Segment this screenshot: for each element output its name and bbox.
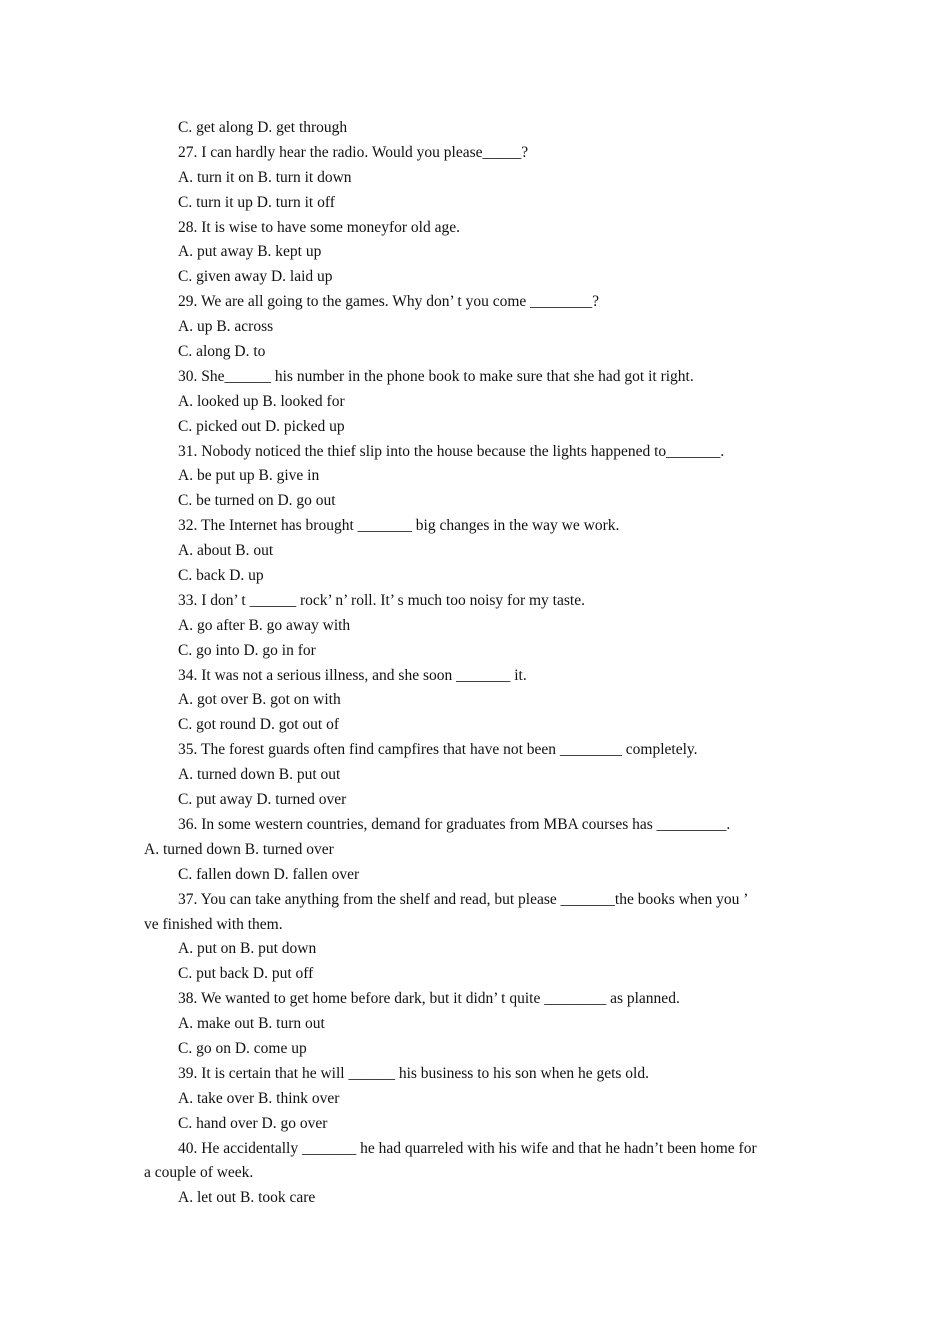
question-34: 34. It was not a serious illness, and she soon _______ it.	[178, 666, 527, 684]
option-line: A. turned down B. turned over	[144, 840, 334, 858]
question-28: 28. It is wise to have some moneyfor old age.	[178, 218, 460, 236]
option-line: A. got over B. got on with	[178, 691, 341, 709]
question-35: 35. The forest guards often find campfires that have not been ________ completely.	[178, 741, 698, 759]
option-line: A. put on B. put down	[178, 940, 317, 958]
question-30: 30. She______ his number in the phone book to make sure that she had got it right.	[178, 367, 694, 385]
option-line: C. turn it up D. turn it off	[178, 193, 335, 211]
question-40-continued: a couple of week.	[144, 1164, 254, 1182]
question-31: 31. Nobody noticed the thief slip into the house because the lights happened to_______.	[178, 442, 725, 460]
option-line: C. put away D. turned over	[178, 791, 347, 809]
option-line: A. be put up B. give in	[178, 467, 320, 485]
option-line: C. along D. to	[178, 343, 266, 361]
question-36: 36. In some western countries, demand for graduates from MBA courses has _________.	[178, 815, 731, 833]
option-line: C. picked out D. picked up	[178, 417, 345, 435]
option-line: A. put away B. kept up	[178, 243, 322, 261]
option-line: A. up B. across	[178, 318, 274, 336]
question-33: 33. I don’ t ______ rock’ n’ roll. It’ s much too noisy for my taste.	[178, 591, 585, 609]
option-line: C. get along D. get through	[178, 119, 348, 136]
option-line: C. fallen down D. fallen over	[178, 865, 360, 883]
option-line: C. go into D. go in for	[178, 641, 316, 659]
question-38: 38. We wanted to get home before dark, but it didn’ t quite ________ as planned.	[178, 990, 680, 1008]
option-line: A. turn it on B. turn it down	[178, 168, 352, 186]
option-line: C. be turned on D. go out	[178, 492, 336, 510]
question-29: 29. We are all going to the games. Why don’ t you come ________?	[178, 293, 600, 311]
option-line: C. go on D. come up	[178, 1039, 307, 1057]
question-40: 40. He accidentally _______ he had quarreled with his wife and that he hadn’t been home for	[178, 1139, 757, 1157]
option-line: A. looked up B. looked for	[178, 392, 345, 410]
option-line: A. go after B. go away with	[178, 616, 351, 634]
question-37: 37. You can take anything from the shelf and read, but please _______the books when you ’	[178, 890, 749, 908]
option-line: C. hand over D. go over	[178, 1114, 328, 1132]
option-line: A. let out B. took care	[178, 1189, 316, 1207]
question-37-continued: ve finished with them.	[144, 915, 283, 933]
question-32: 32. The Internet has brought _______ big changes in the way we work.	[178, 517, 620, 535]
option-line: C. put back D. put off	[178, 965, 314, 983]
question-27: 27. I can hardly hear the radio. Would you please_____?	[178, 143, 529, 161]
question-39: 39. It is certain that he will ______ his business to his son when he gets old.	[178, 1064, 649, 1082]
option-line: A. turned down B. put out	[178, 766, 341, 784]
option-line: C. given away D. laid up	[178, 268, 333, 286]
option-line: A. take over B. think over	[178, 1089, 340, 1107]
option-line: A. about B. out	[178, 542, 274, 560]
option-line: C. back D. up	[178, 567, 264, 585]
question-list	[144, 116, 812, 1211]
option-line: C. got round D. got out of	[178, 716, 340, 734]
option-line: A. make out B. turn out	[178, 1015, 325, 1033]
